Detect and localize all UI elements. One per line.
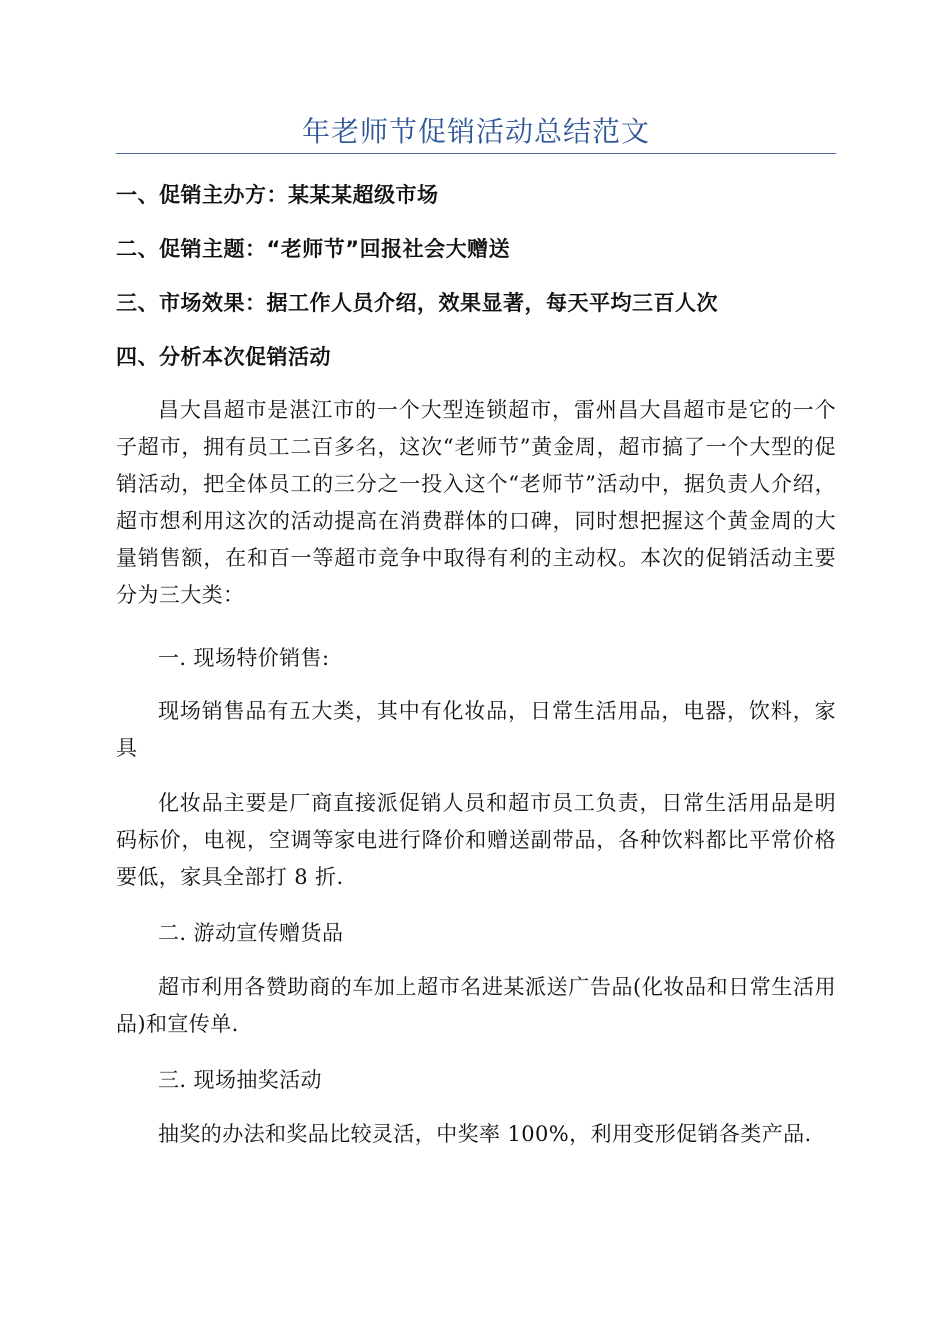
- paragraph-intro: 昌大昌超市是湛江市的一个大型连锁超市，雷州昌大昌超市是它的一个子超市，拥有员工二百多名，这次“老师节”黄金周，超市搞了一个大型的促销活动，把全体员工的三分之一投入这个“老师节”活动中，据负责人介绍，超市想利用这次的活动提高在消费群体的口碑，同时想把握这个黄金周的大量销售额，在和百一等超市竞争中取得有利的主动权。本次的促销活动主要分为三大类：: [116, 398, 836, 607]
- document-title: 年老师节促销活动总结范文: [301, 115, 650, 148]
- heading-organizer: 一、促销主办方：某某某超级市场: [116, 183, 439, 207]
- heading-theme: 二、促销主题：“老师节”回报社会大赠送: [116, 237, 511, 261]
- paragraph-section-one-title: 一. 现场特价销售:: [158, 646, 330, 670]
- paragraph-mobile-promo: 超市利用各赞助商的车加上超市名进某派送广告品(化妆品和日常生活用品)和宣传单.: [116, 975, 836, 1036]
- heading-effect: 三、市场效果：据工作人员介绍，效果显著，每天平均三百人次: [116, 291, 718, 315]
- title-underline: [116, 153, 836, 154]
- paragraph-lottery: 抽奖的办法和奖品比较灵活，中奖率 100%，利用变形促销各类产品.: [158, 1122, 812, 1146]
- paragraph-section-three-title: 三. 现场抽奖活动: [158, 1068, 322, 1092]
- paragraph-cosmetics: 化妆品主要是厂商直接派促销人员和超市员工负责，日常生活用品是明码标价，电视，空调等家电进行降价和赠送副带品，各种饮料都比平常价格要低，家具全部打 8 折.: [116, 791, 836, 889]
- paragraph-section-two-title: 二. 游动宣传赠货品: [158, 921, 344, 945]
- paragraph-onsite-products: 现场销售品有五大类，其中有化妆品，日常生活用品，电器，饮料，家具: [116, 699, 836, 760]
- heading-analysis: 四、分析本次促销活动: [116, 345, 331, 369]
